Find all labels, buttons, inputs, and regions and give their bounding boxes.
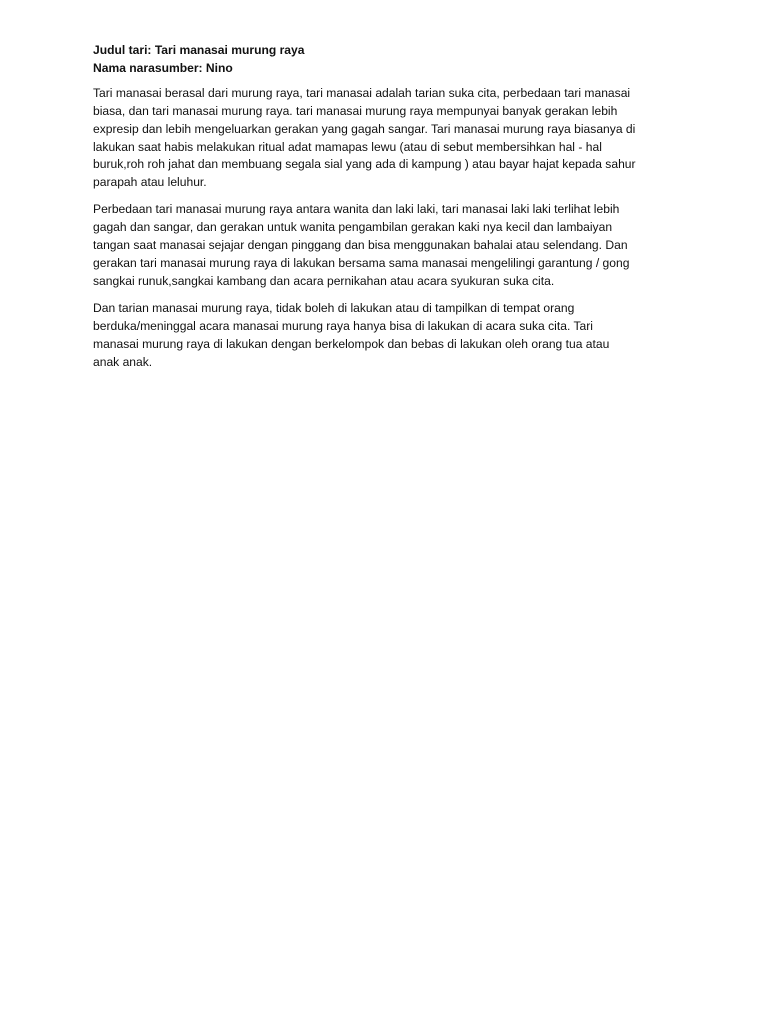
text-line: parapah atau leluhur. (93, 175, 207, 190)
text-line: sangkai runuk,sangkai kambang dan acara pernikahan atau acara syukuran suka cita. (93, 273, 555, 288)
text-line: Dan tarian manasai murung raya, tidak boleh di lakukan atau di tampilkan di tempat orang (93, 300, 575, 315)
text-line: tangan saat manasai sejajar dengan pinggang dan bisa menggunakan bahalai atau selendang. Dan (93, 238, 628, 253)
document-body (93, 42, 681, 380)
text-line: buruk,roh roh jahat dan membuang segala sial yang ada di kampung ) atau bayar hajat kepada sahur (93, 157, 636, 172)
paragraph-text (93, 85, 681, 192)
text-line: gerakan tari manasai murung raya di lakukan bersama sama manasai mengelilingi garantung / gong (93, 255, 630, 270)
text-line: expresip dan lebih mengeluarkan gerakan yang gagah sangar. Tari manasai murung raya biasanya di (93, 121, 636, 136)
text-line: manasai murung raya di lakukan dengan berkelompok dan bebas di lakukan oleh orang tua atau (93, 336, 610, 351)
dance-title: Judul tari: Tari manasai murung raya (93, 43, 305, 57)
paragraph-origin (93, 85, 681, 192)
text-line: berduka/meninggal acara manasai murung raya hanya bisa di lakukan di acara suka cita. Tari (93, 318, 593, 333)
text-line: anak anak. (93, 354, 153, 369)
text-line: gagah dan sangar, dan gerakan untuk wanita pengambilan gerakan kaki nya kecil dan lambaiyan (93, 220, 613, 235)
paragraph-differences (93, 201, 681, 291)
paragraph-restrictions (93, 300, 681, 372)
text-line: lakukan saat habis melakukan ritual adat mamapas lewu (atau di sebut membersihkan hal - hal (93, 139, 602, 154)
text-line: Tari manasai berasal dari murung raya, tari manasai adalah tarian suka cita, perbedaan tari manasai (93, 85, 631, 100)
source-name: Nama narasumber: Nino (93, 60, 233, 75)
paragraph-text (93, 300, 681, 372)
document-heading (93, 42, 681, 78)
text-line: Perbedaan tari manasai murung raya antara wanita dan laki laki, tari manasai laki laki terlihat lebih (93, 202, 620, 217)
paragraph-text (93, 201, 681, 291)
text-line: biasa, dan tari manasai murung raya. tari manasai murung raya mempunyai banyak gerakan lebih (93, 103, 618, 118)
